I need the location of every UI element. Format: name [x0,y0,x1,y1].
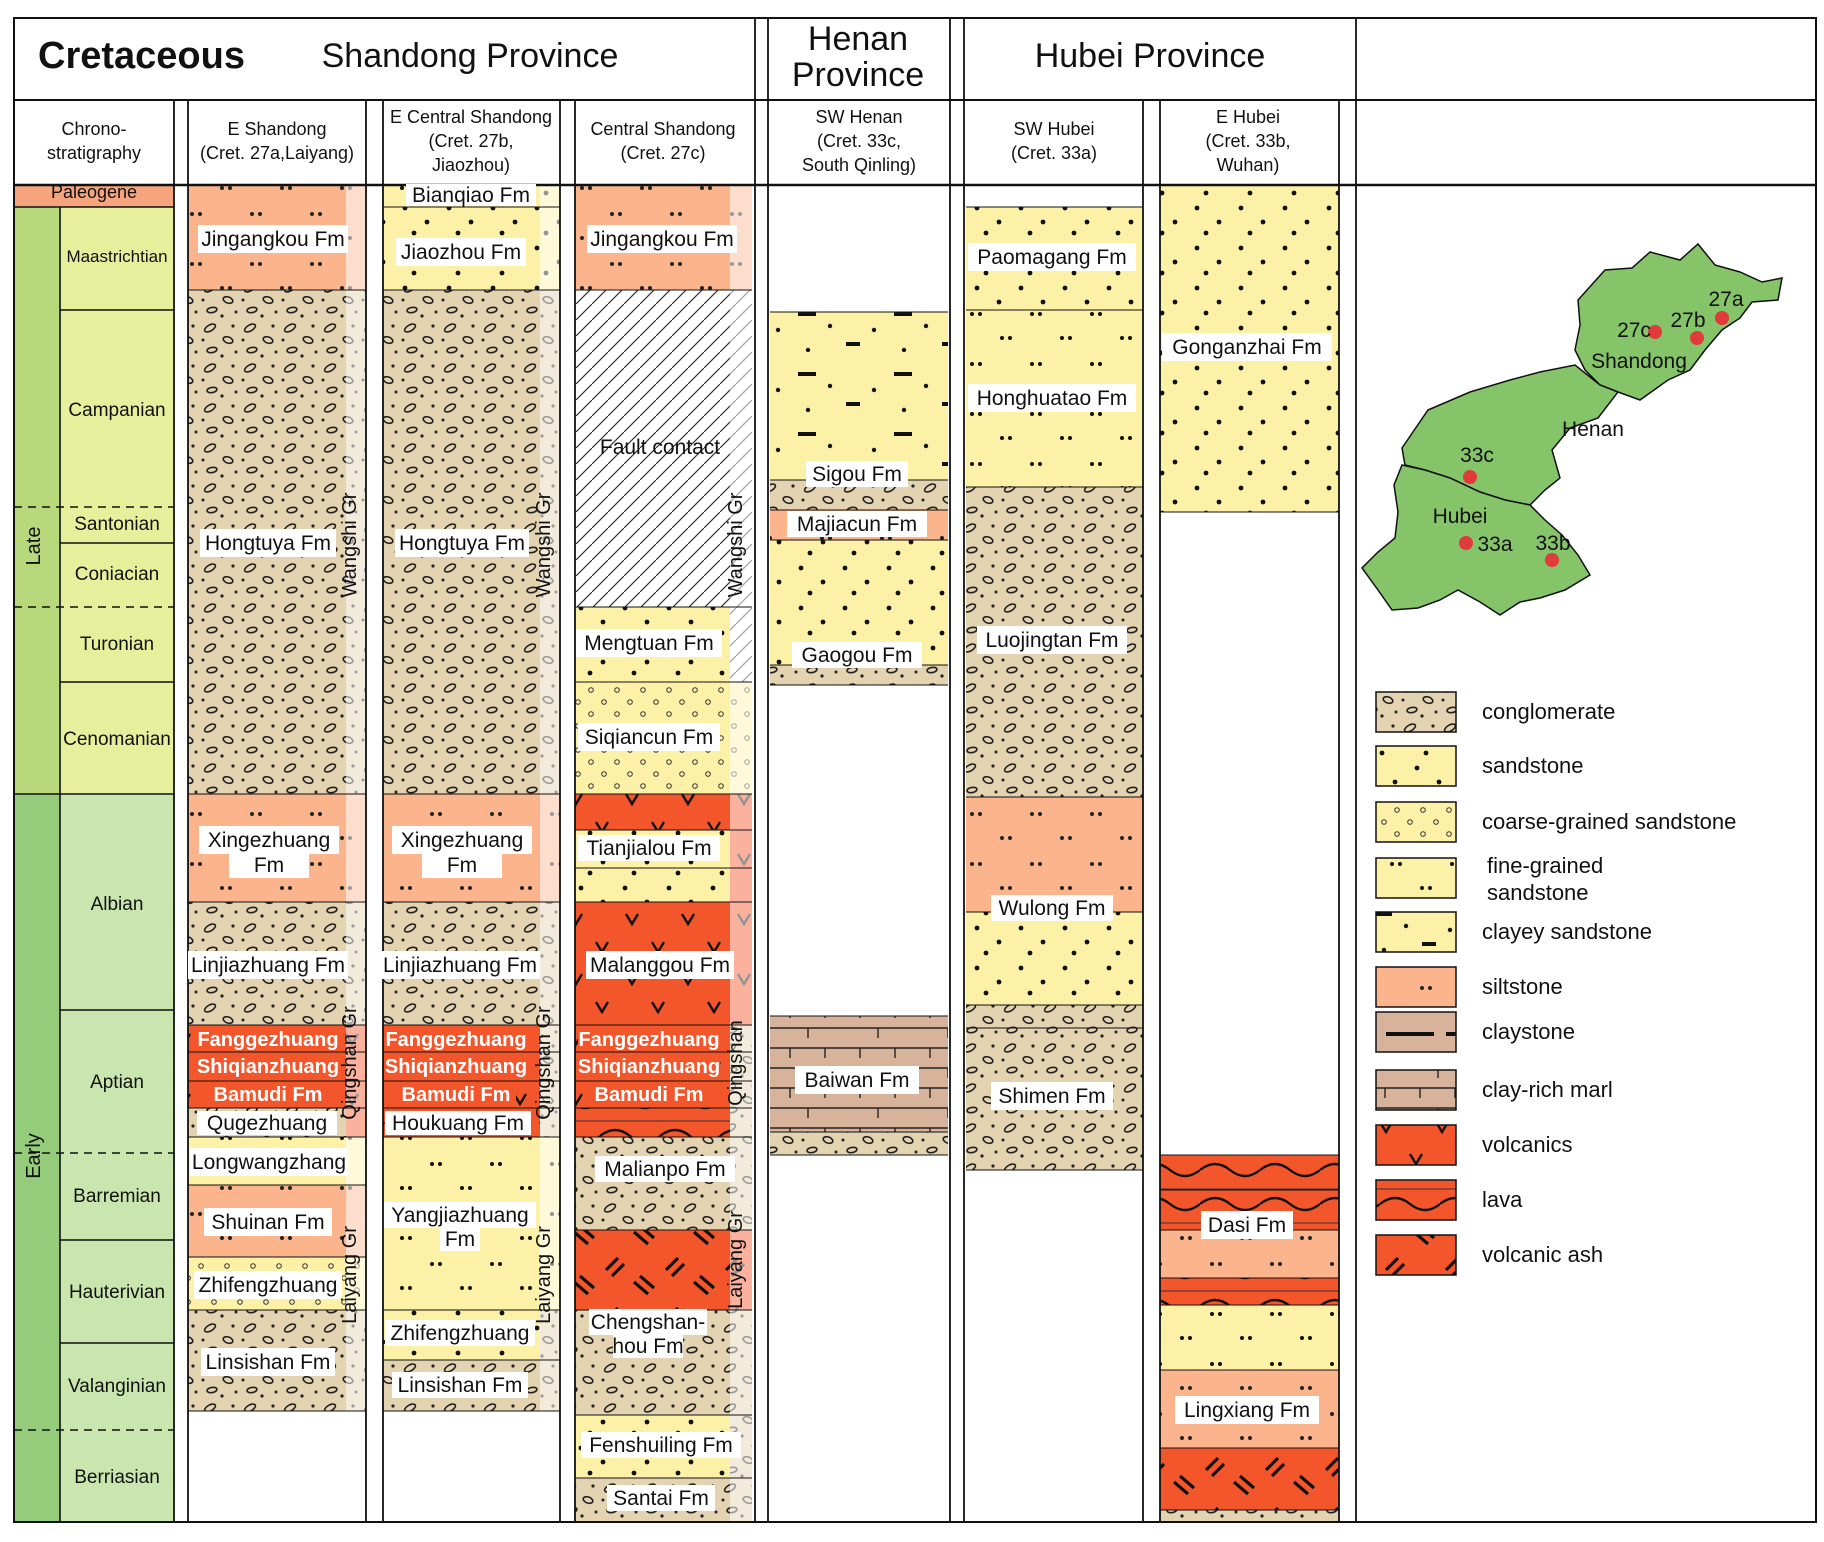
layer-clayey [770,312,948,480]
formation-label: Linjiazhuang Fm [190,954,346,977]
formation-label: Shiqianzhuang [384,1056,528,1078]
column-header: stratigraphy [46,143,142,163]
site-marker [1545,553,1559,567]
formation-label: Bamudi Fm [401,1084,511,1106]
formation-label: Shimen Fm [998,1085,1106,1108]
layer-lava [575,1108,730,1137]
late-stages-band [60,207,174,794]
formation-label: Fm [444,1228,476,1251]
formation-label: Majiacun Fm [796,513,918,536]
formation-label: Xingezhuang [400,829,524,852]
formation-label: Shiqianzhuang [577,1056,721,1078]
layer-ash [575,1230,730,1310]
formation-label: Santai Fm [613,1487,709,1510]
formation-label: Linsishan Fm [397,1374,523,1397]
map-label: Hubei [1432,505,1488,528]
formation-label: Zhifengzhuang [198,1274,338,1297]
legend [1376,692,1736,1275]
layer-congl [1160,1510,1339,1522]
stage-label: Hauterivian [68,1282,166,1303]
formation-label: Shiqianzhuang [196,1056,340,1078]
province-title: Henan [807,20,909,58]
epoch-label: Paleogene [50,182,138,202]
stage-label: Cenomanian [63,729,171,750]
layer-sand [966,912,1143,1005]
province-title: Shandong Province [321,37,619,75]
group-label: Qingshan Gr [339,1006,361,1120]
group-label: Laiyang Gr [533,1226,555,1324]
map-label: Henan [1562,418,1624,441]
legend-label: sandstone [1482,753,1584,778]
legend-label: sandstone [1487,880,1589,905]
column-header: E Shandong [227,119,327,139]
province-title: Province [791,56,925,94]
column-header: (Cret. 33a) [1010,143,1098,163]
formation-label: Hongtuya Fm [398,532,526,555]
group-label: Laiyang Gr [725,1211,747,1309]
stage-label: Santonian [74,514,160,535]
legend-swatch-sand [1376,746,1456,786]
formation-label: Malianpo Fm [604,1158,726,1181]
formation-label: Fanggezhuang [385,1029,527,1051]
formation-label: Fanggezhuang [578,1029,720,1051]
group-label: Qingshan [725,1020,747,1106]
formation-label: Gaogou Fm [801,644,913,667]
formation-label: Siqiancun Fm [584,726,714,749]
formation-label: Paomagang Fm [977,246,1127,269]
epoch-label: Early [23,1133,45,1179]
formation-label: Fm [446,854,478,877]
formation-label: Longwangzhang [191,1151,347,1174]
legend-label: clayey sandstone [1482,919,1652,944]
stage-label: Barremian [73,1186,161,1207]
layer-silt [966,797,1143,912]
formation-label: Shuinan Fm [211,1211,325,1234]
layer-congl [966,1005,1143,1028]
stage-label: Albian [90,894,144,915]
legend-label: lava [1482,1187,1523,1212]
map-label: 27b [1670,309,1706,332]
formation-label: Bamudi Fm [594,1084,704,1106]
group-label: Wangshi Gr [339,492,361,598]
column-header: Jiaozhou) [431,155,511,175]
layer-volc [575,794,730,830]
legend-label: coarse-grained sandstone [1482,809,1737,834]
layer-ash [1160,1448,1339,1510]
formation-label: Bianqiao Fm [412,184,530,207]
formation-label: Jingangkou Fm [201,228,345,251]
formation-label: Fanggezhuang [197,1029,339,1051]
site-marker [1715,311,1729,325]
formation-label: Tianjialou Fm [586,837,712,860]
formation-label: Jiaozhou Fm [400,241,522,264]
formation-label: Luojingtan Fm [985,629,1119,652]
formation-label: Houkuang Fm [392,1112,524,1135]
legend-swatch-congl [1376,692,1456,732]
late-epoch-band [14,207,60,794]
map-label: 27c [1617,319,1651,342]
legend-swatch-clay [1376,1012,1456,1052]
formation-label: Fault contact [599,436,721,459]
column-header: Wuhan) [1216,155,1280,175]
map-label: 33a [1477,533,1513,556]
legend-swatch-clayey [1376,912,1456,952]
formation-label: Malanggou Fm [589,954,731,977]
map-label: 33c [1460,444,1494,467]
site-marker [1463,470,1477,484]
column-header: SW Henan [815,107,903,127]
group-label: Wangshi Gr [533,492,555,598]
column-header: E Hubei [1215,107,1281,127]
group-label: Wangshi Gr [725,492,747,598]
stage-label: Berriasian [74,1467,160,1488]
legend-swatch-fine [1376,858,1456,898]
formation-label: Gonganzhai Fm [1172,336,1322,359]
formation-label: Honghuatao Fm [976,387,1128,410]
formation-label: Chengshan- [590,1311,706,1334]
formation-label: Linjiazhuang Fm [382,954,538,977]
group-label: Qingshan Gr [533,1006,555,1120]
formation-label: hou Fm [612,1335,684,1358]
column-header: Central Shandong [590,119,736,139]
legend-swatch-lava [1376,1180,1456,1220]
column-header: Chrono- [61,119,127,139]
period-title: Cretaceous [38,35,245,77]
column-header: E Central Shandong [389,107,553,127]
formation-label: Dasi Fm [1207,1214,1287,1237]
stage-label: Valanginian [68,1376,166,1397]
column-header: (Cret. 27c) [620,143,706,163]
column-header: (Cret. 33c, [816,131,902,151]
group-label: Laiyang Gr [339,1226,361,1324]
formation-label: Baiwan Fm [804,1069,910,1092]
formation-label: Zhifengzhuang [390,1322,530,1345]
legend-label: conglomerate [1482,699,1616,724]
formation-label: Yangjiazhuang [391,1204,529,1227]
stage-label: Campanian [68,400,166,421]
legend-label: volcanics [1482,1132,1573,1157]
layer-fine [1160,1305,1339,1370]
site-marker [1459,536,1473,550]
column-header: SW Hubei [1013,119,1095,139]
layer-sand [575,868,730,902]
column-header: (Cret. 33b, [1205,131,1291,151]
map-label: 27a [1708,288,1744,311]
formation-label: Sigou Fm [812,463,902,486]
formation-label: Xingezhuang [207,829,331,852]
legend-swatch-ash [1376,1235,1456,1275]
legend-swatch-coarse [1376,802,1456,842]
legend-label: fine-grained [1487,853,1604,878]
legend-label: volcanic ash [1482,1242,1604,1267]
site-marker [1690,331,1704,345]
formation-label: Lingxiang Fm [1183,1399,1311,1422]
map-label: Shandong [1591,350,1687,373]
province-title: Hubei Province [1034,37,1266,75]
map-label: 33b [1535,532,1571,555]
stage-label: Aptian [90,1072,144,1093]
layer-congl [770,1132,948,1155]
group-band-overlay [730,185,752,1522]
formation-label: Fm [253,854,285,877]
formation-label: Wulong Fm [998,897,1106,920]
column-header: South Qinling) [801,155,917,175]
formation-label: Bamudi Fm [213,1084,323,1106]
formation-label: Mengtuan Fm [584,632,714,655]
location-map [1362,244,1782,615]
formation-label: Fenshuiling Fm [589,1434,733,1457]
column-header: (Cret. 27a,Laiyang) [199,143,355,163]
formation-label: Hongtuya Fm [204,532,332,555]
formation-label: Qugezhuang [206,1112,328,1135]
formation-label: Linsishan Fm [205,1351,331,1374]
legend-swatch-silt [1376,967,1456,1007]
legend-swatch-volc [1376,1125,1456,1165]
legend-label: siltstone [1482,974,1563,999]
layer-lava [1160,1278,1339,1305]
stage-label: Maastrichtian [66,247,168,266]
legend-label: claystone [1482,1019,1575,1044]
column-header: (Cret. 27b, [428,131,514,151]
formation-label: Jingangkou Fm [590,228,734,251]
legend-label: clay-rich marl [1482,1077,1613,1102]
epoch-label: Late [23,526,45,566]
stage-label: Turonian [79,634,155,655]
stage-label: Coniacian [74,564,160,585]
legend-swatch-marl [1376,1070,1456,1110]
